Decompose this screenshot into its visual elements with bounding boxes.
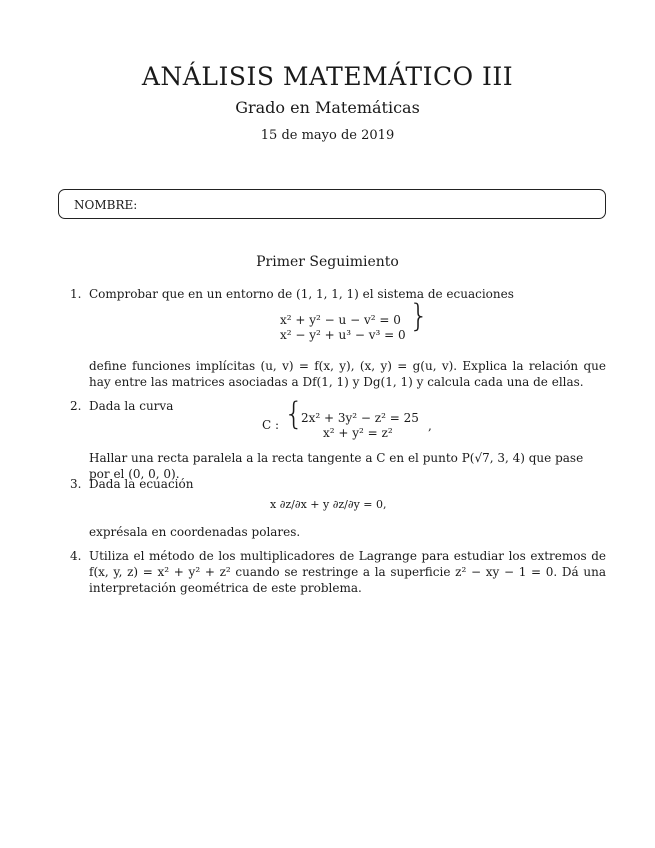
problem-4 — [70, 548, 606, 600]
problem-text: define funciones implícitas (u, v) = f(x, y), (x, y) = g(u, v). Explica la relación que hay entre las matrices asociadas a Df(1, 1) y Dg(1, 1) y calcula cada una de ellas. — [89, 359, 606, 389]
problem-text: Hallar una recta paralela a la recta tangente a C en el punto P(√7, 3, 4) que pase por el (0, 0, 0). — [89, 451, 584, 481]
problem-number: 4. — [70, 549, 82, 563]
section-title: Primer Seguimiento — [256, 254, 399, 270]
problem-number: 2. — [70, 399, 82, 413]
equation-system — [280, 298, 440, 346]
right-brace-icon: } — [409, 298, 429, 334]
equation: x ∂z/∂x + y ∂z/∂y = 0, — [270, 498, 387, 511]
exam-date: 15 de mayo de 2019 — [260, 128, 395, 143]
name-label: NOMBRE: — [74, 198, 138, 212]
problem-number: 3. — [70, 477, 82, 491]
problem-intro: Comprobar que en un entorno de (1, 1, 1, 1) el sistema de ecuaciones — [89, 287, 514, 301]
problem-1 — [70, 286, 606, 389]
equation: x² + y² − u − v² = 0 — [280, 313, 401, 327]
equation: 2x² + 3y² − z² = 25 — [301, 411, 419, 425]
equation: x² − y² + u³ − v³ = 0 — [280, 328, 406, 342]
problem-intro: Dada la ecuación — [89, 477, 194, 491]
problem-3 — [70, 476, 606, 540]
problem-intro: Dada la curva — [89, 399, 174, 413]
curve-label: C : — [262, 418, 280, 432]
pde-equation — [270, 488, 430, 520]
page-subtitle: Grado en Matemáticas — [235, 98, 420, 117]
problem-text: exprésala en coordenadas polares. — [89, 525, 301, 539]
name-field[interactable] — [58, 189, 606, 219]
problem-number: 1. — [70, 287, 82, 301]
page-title: ANÁLISIS MATEMÁTICO III — [141, 62, 514, 91]
left-brace-icon: { — [284, 396, 304, 432]
curve-system: C : { 2x² + 3y² − z² = 25 x² + y² = z² , — [262, 396, 432, 440]
problem-2 — [70, 396, 606, 481]
equation: x² + y² = z² — [323, 426, 393, 440]
problem-text: Utiliza el método de los multiplicadores de Lagrange para estudiar los extremos de f(x, y, z) = x² + y² + z² cuando se restringe a la superficie z² − xy − 1 = 0. Dá una interpretación geométrica de este problema. — [89, 549, 606, 595]
